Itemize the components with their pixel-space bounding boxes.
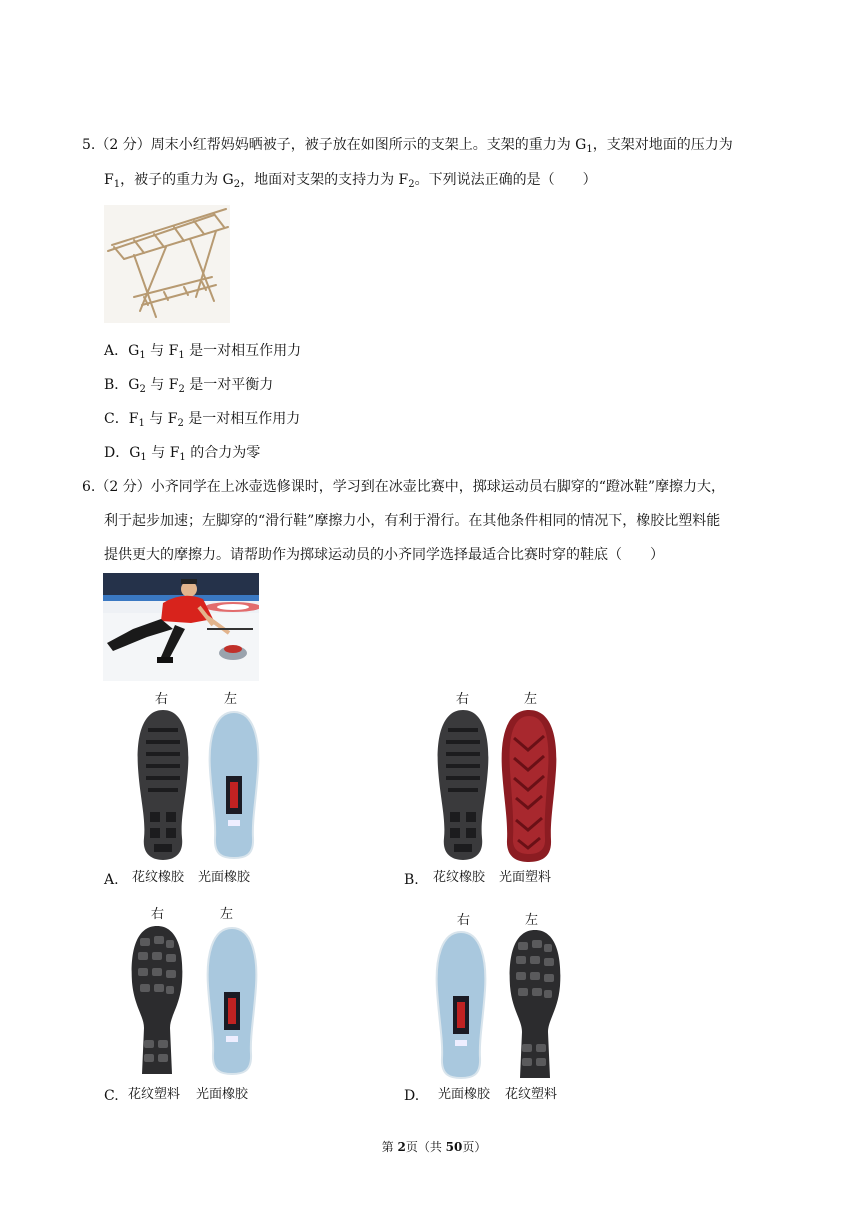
q6-option-b-letter: B. [404,872,419,888]
drying-rack-image [104,205,230,323]
opt-b-right-label: 花纹橡胶 [433,870,486,885]
q6-number: 6. [82,479,96,495]
page-footer: 第 2页（共 50页） [381,1140,487,1154]
opt-a-left-label: 光面橡胶 [198,870,251,885]
opt-c-right-label: 花纹塑料 [128,1087,181,1102]
opt-c-right-sole-image [128,924,186,1080]
opt-c-left-sole-image [204,926,260,1076]
q5-option-a: A．$G_1$ 与 $F_1$ 是一对相互作用力 [104,343,302,361]
q6-line-2: 利于起步加速；左脚穿的“滑行鞋”摩擦力小，有利于滑行。在其他条件相同的情况下，橡胶比塑料能 [104,513,721,529]
opt-b-right-sole-image [434,708,492,862]
q6-score: （2 分） [95,479,151,495]
opt-d-right-heading: 右 [457,913,471,928]
opt-a-right-heading: 右 [155,692,169,707]
q5-option-b: B．$G_2$ 与 $F_2$ 是一对平衡力 [104,377,274,395]
opt-a-left-sole-image [206,710,262,860]
opt-c-left-heading: 左 [220,907,234,922]
opt-b-left-label: 光面塑料 [499,870,552,885]
opt-d-left-sole-image [506,928,564,1084]
opt-d-left-label: 花纹塑料 [505,1087,558,1102]
opt-d-right-sole-image [433,930,489,1080]
q6-line-1: 6.（2 分）小齐同学在上冰壶选修课时，学习到在冰壶比赛中，掷球运动员右脚穿的“蹬冰鞋”摩擦力大， [82,479,726,495]
opt-a-right-sole-image [134,708,192,862]
q5-line-1: 5.（2 分）周末小红帮妈妈晒被子，被子放在如图所示的支架上。支架的重力为 $G_1$，支架对地面的压力为 [82,137,733,155]
q6-option-d-letter: D. [404,1088,420,1104]
total-pages-number: 50 [445,1140,463,1154]
opt-d-left-heading: 左 [525,913,539,928]
q6-option-a-letter: A. [104,872,119,888]
opt-b-right-heading: 右 [456,692,470,707]
opt-c-right-heading: 右 [151,907,165,922]
current-page-number: 2 [397,1140,406,1154]
opt-b-left-sole-image [498,708,560,864]
opt-a-right-label: 花纹橡胶 [132,870,185,885]
curling-photo [103,573,259,681]
q5-line-2: $F_1$，被子的重力为 $G_2$，地面对支架的支持力为 $F_2$。下列说法正确的是（ ） [104,172,597,190]
opt-d-right-label: 光面橡胶 [438,1087,491,1102]
opt-c-left-label: 光面橡胶 [196,1087,249,1102]
q6-line-3: 提供更大的摩擦力。请帮助作为掷球运动员的小齐同学选择最适合比赛时穿的鞋底（ ） [104,547,664,563]
q5-score: （2 分） [95,137,151,153]
opt-b-left-heading: 左 [524,692,538,707]
q5-option-d: D．$G_1$ 与 $F_1$ 的合力为零 [104,445,261,463]
q6-option-c-letter: C. [104,1088,119,1104]
q5-number: 5. [82,137,96,153]
opt-a-left-heading: 左 [224,692,238,707]
q5-option-c: C．$F_1$ 与 $F_2$ 是一对相互作用力 [104,411,301,429]
